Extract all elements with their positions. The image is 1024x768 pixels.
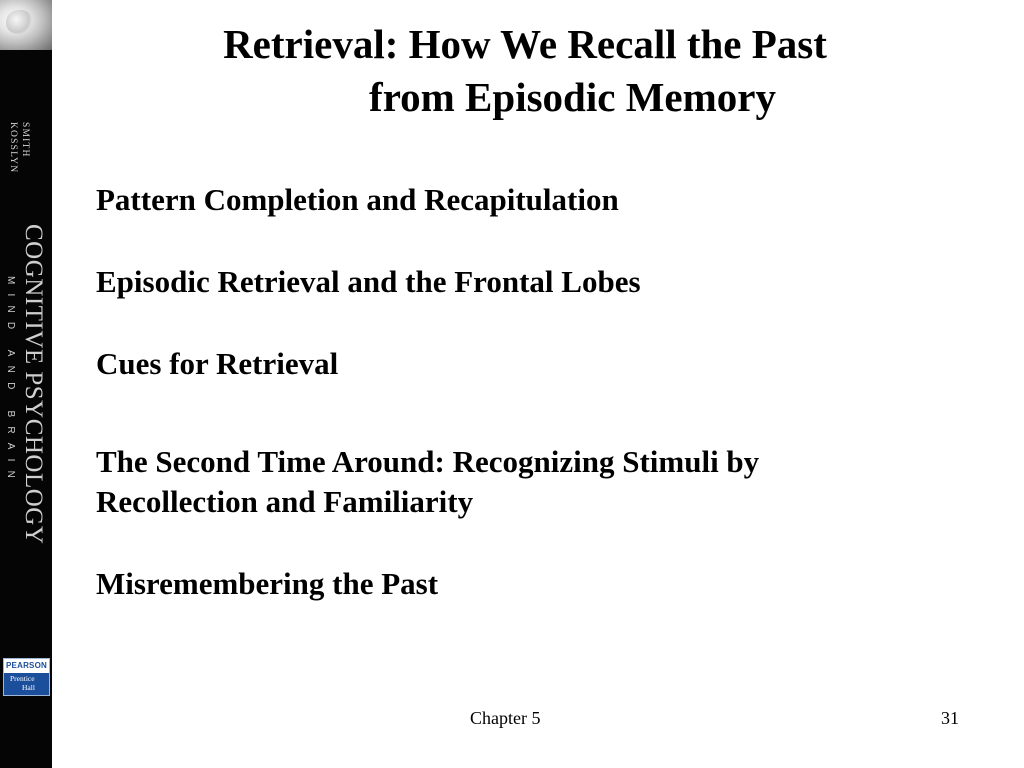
- footer-chapter-label: Chapter 5: [470, 708, 541, 728]
- topic-item: [96, 442, 996, 522]
- publisher-logo: [3, 658, 50, 696]
- topic-item: [96, 180, 996, 220]
- footer-page-number: 31: [941, 708, 959, 728]
- author-name: SMITH: [20, 122, 30, 158]
- topic-line: Episodic Retrieval and the Frontal Lobes: [96, 264, 641, 299]
- topic-item: [96, 564, 996, 604]
- publisher-imprint-line: Prentice: [10, 674, 35, 683]
- book-title: COGNITIVE PSYCHOLOGY: [20, 224, 47, 545]
- book-spine-sidebar: [0, 0, 52, 768]
- topic-line: The Second Time Around: Recognizing Stimuli by: [96, 444, 760, 479]
- topic-line: Misremembering the Past: [96, 566, 439, 601]
- topic-item: [96, 344, 996, 384]
- cover-photo: [0, 0, 52, 50]
- publisher-imprint-line: Hall: [22, 683, 35, 692]
- slide-title-line: Retrieval: How We Recall the Past: [223, 21, 827, 67]
- topic-item: [96, 262, 996, 302]
- cover-photo-highlight: [6, 10, 32, 34]
- slide-title-line: from Episodic Memory: [369, 74, 776, 120]
- topic-line: Recollection and Familiarity: [96, 484, 474, 519]
- topic-line: Cues for Retrieval: [96, 346, 339, 381]
- topic-line: Pattern Completion and Recapitulation: [96, 182, 619, 217]
- book-subtitle: MIND AND BRAIN: [5, 276, 16, 488]
- author-name: KOSSLYN: [8, 122, 18, 174]
- publisher-imprint: [4, 673, 49, 692]
- slide-title: [100, 18, 950, 124]
- publisher-name: PEARSON: [4, 659, 49, 673]
- book-authors: [8, 122, 30, 173]
